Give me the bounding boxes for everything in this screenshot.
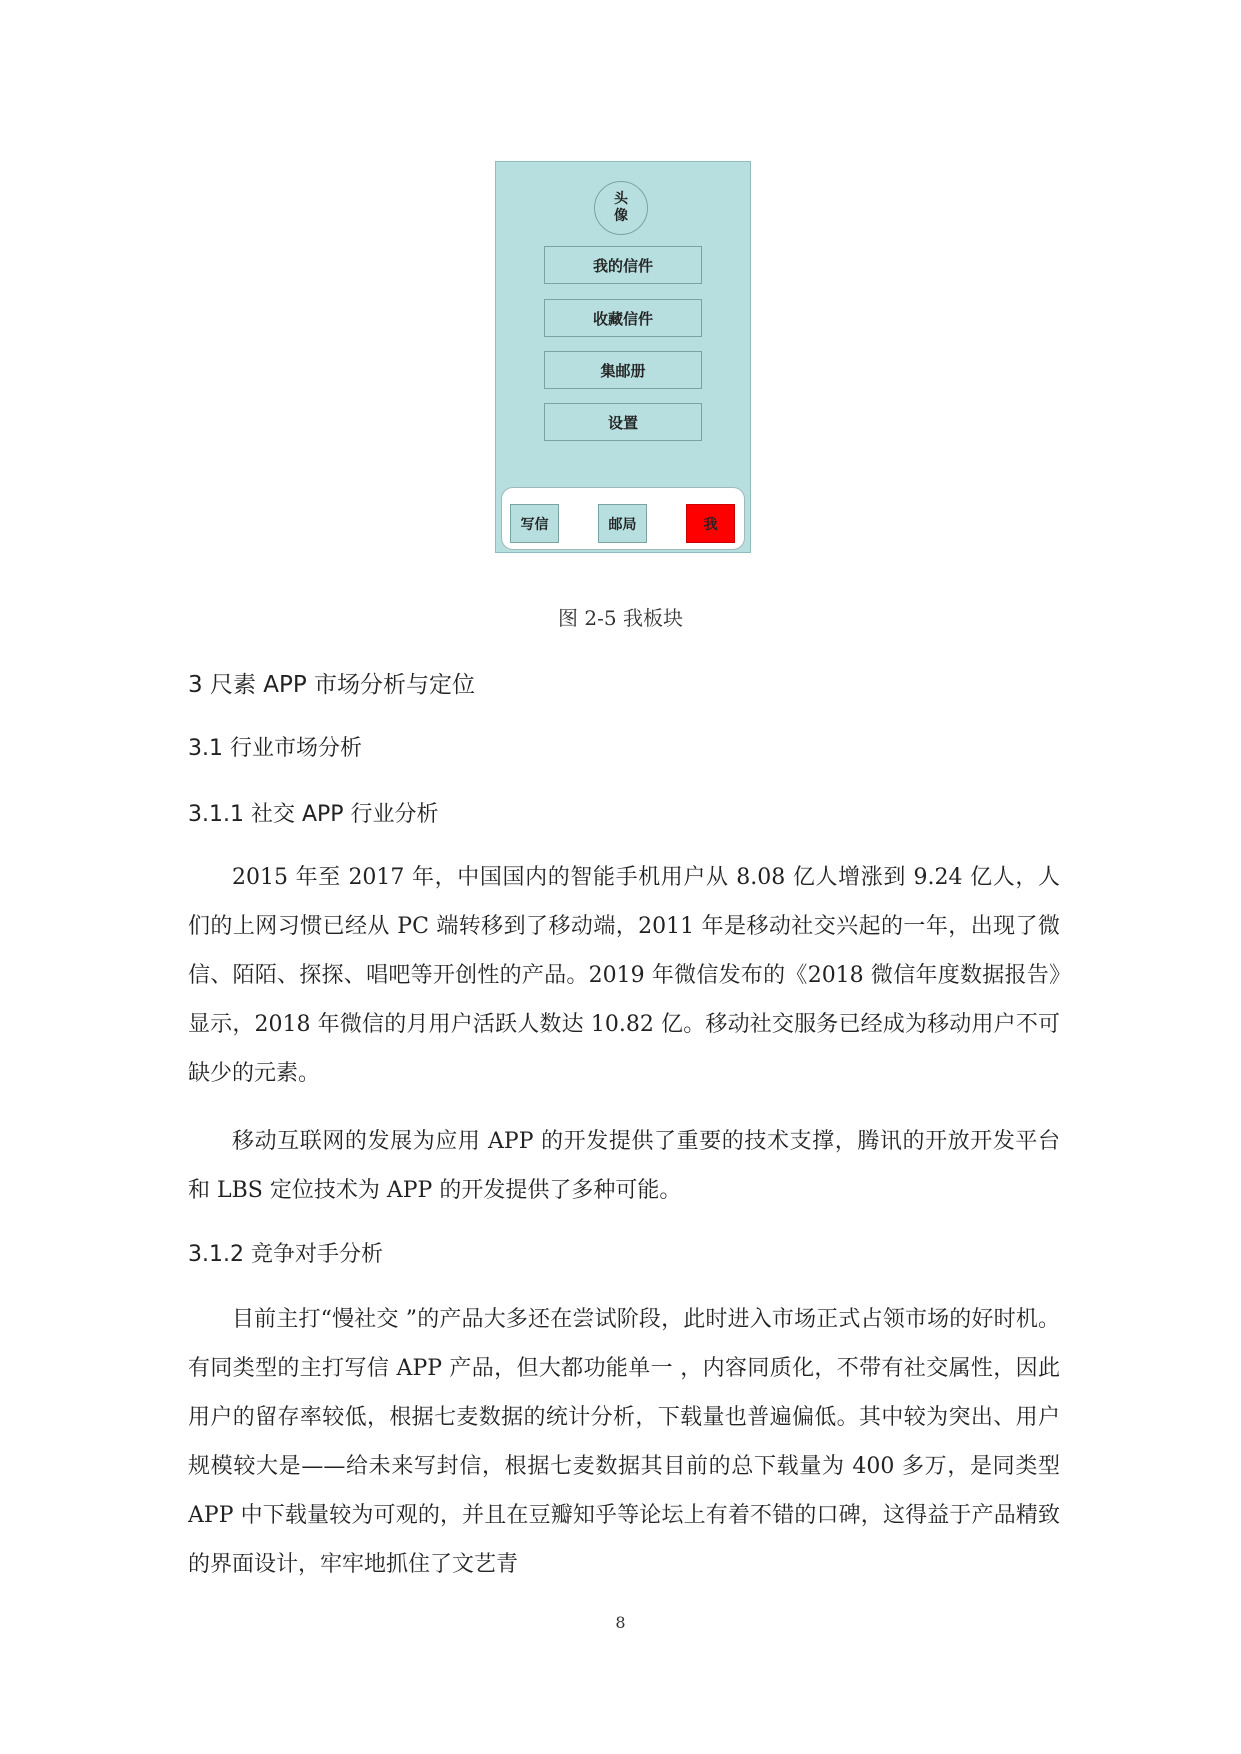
paragraph-competitors: 目前主打“慢社交 ”的产品大多还在尝试阶段，此时进入市场正式占领市场的好时机。有同类型的主打写信 APP 产品，但大都功能单一 ，内容同质化，不带有社交属性，因此用户的留存率较低，根据七麦数据的统计分析，下载量也普遍偏低。其中较为突出、用户规模较大是——给未来写封信，根据七麦数据其目前的总下载量为 400 多万，是同类型 APP 中下载量较为可观的，并且在豆瓣知乎等论坛上有着不错的口碑，这得益于产品精致的界面设计，牢牢地抓住了文艺青 xyxy=(188,1307,1060,1577)
subsubsection-heading-social: 3.1.1 社交 APP 行业分析 xyxy=(188,802,439,827)
settings-button[interactable]: 设置 xyxy=(544,403,702,441)
subsubsection-heading-competitors: 3.1.2 竞争对手分析 xyxy=(188,1242,383,1267)
my-letters-button[interactable]: 我的信件 xyxy=(544,246,702,284)
paragraph-social-industry: 2015 年至 2017 年，中国国内的智能手机用户从 8.08 亿人增涨到 9.24 亿人，人们的上网习惯已经从 PC 端转移到了移动端，2011 年是移动社交兴起的一年，出现了微信、陌陌、探探、唱吧等开创性的产品。2019 年微信发布的《2018 微信年度数据报告》显示，2018 年微信的月用户活跃人数达 10.82 亿。移动社交服务已经成为移动用户不可缺少的元素。 xyxy=(188,865,1060,1086)
bottom-tab-bar xyxy=(501,487,745,550)
stamp-album-button[interactable]: 集邮册 xyxy=(544,351,702,389)
page-number: 8 xyxy=(615,1613,626,1632)
tab-write-letter[interactable]: 写信 xyxy=(510,504,559,543)
tab-me[interactable]: 我 xyxy=(686,504,735,543)
avatar-label: 头像 xyxy=(614,191,628,224)
section-heading: 3 尺素 APP 市场分析与定位 xyxy=(188,672,476,698)
favorite-letters-button[interactable]: 收藏信件 xyxy=(544,299,702,337)
avatar[interactable] xyxy=(594,181,648,235)
tab-post-office[interactable]: 邮局 xyxy=(598,504,647,543)
figure-caption: 图 2-5 我板块 xyxy=(558,606,683,630)
me-section-wireframe xyxy=(495,161,751,553)
paragraph-mobile-internet: 移动互联网的发展为应用 APP 的开发提供了重要的技术支撑，腾讯的开放开发平台和 LBS 定位技术为 APP 的开发提供了多种可能。 xyxy=(188,1129,1060,1203)
subsection-heading: 3.1 行业市场分析 xyxy=(188,736,362,761)
